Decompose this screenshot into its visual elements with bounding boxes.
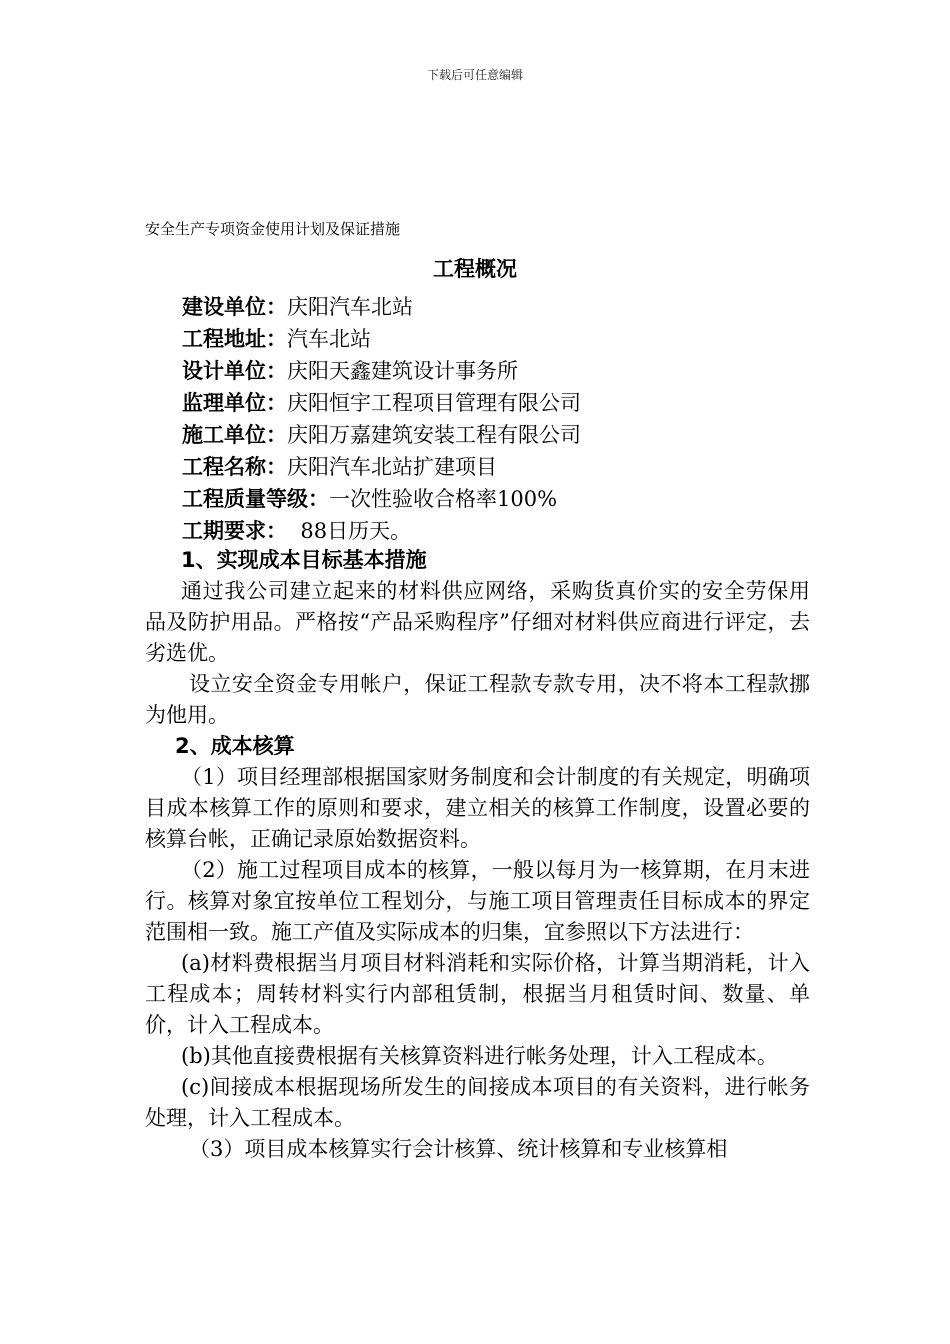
info-value: 庆阳恒宇工程项目管理有限公司 (287, 391, 581, 415)
paragraph: （1）项目经理部根据国家财务制度和会计制度的有关规定，明确项目成本核算工作的原则和要求，建立相关的核算工作制度，设置必要的核算台帐，正确记录原始数据资料。 (145, 765, 810, 851)
info-row-quality (182, 483, 581, 515)
info-key: 工程名称： (182, 455, 287, 479)
info-key: 监理单位： (182, 391, 287, 415)
paragraph: （3）项目成本核算实行会计核算、统计核算和专业核算相 (189, 1137, 728, 1161)
project-info-list (182, 291, 581, 547)
info-value: 庆阳万嘉建筑安装工程有限公司 (287, 423, 581, 447)
paragraph: (a)材料费根据当月项目材料消耗和实际价格，计算当期消耗，计入工程成本；周转材料实行内部租赁制，根据当月租赁时间、数量、单价，计入工程成本。 (145, 951, 810, 1037)
document-title: 安全生产专项资金使用计划及保证措施 (145, 220, 401, 238)
info-key: 工期要求： (182, 519, 287, 543)
info-key: 工程质量等级： (182, 487, 329, 511)
heading-cost-target-measures: 1、实现成本目标基本措施 (181, 548, 427, 572)
info-key: 工程地址： (182, 327, 287, 351)
info-value: 一次性验收合格率100% (329, 487, 558, 511)
info-row-supervisor (182, 387, 581, 419)
paragraph: (b)其他直接费根据有关核算资料进行帐务处理，计入工程成本。 (181, 1044, 778, 1068)
info-row-duration (182, 515, 581, 547)
section-title: 工程概况 (433, 257, 517, 281)
info-key: 建设单位： (182, 295, 287, 319)
info-value: 庆阳天鑫建筑设计事务所 (287, 359, 518, 383)
info-key: 设计单位： (182, 359, 287, 383)
document-body (145, 545, 810, 1165)
info-row-designer (182, 355, 581, 387)
info-value: 庆阳汽车北站扩建项目 (287, 455, 497, 479)
paragraph: 设立安全资金专用帐户，保证工程款专款专用，决不将本工程款挪为他用。 (145, 672, 810, 727)
info-value: 汽车北站 (287, 327, 371, 351)
info-row-client (182, 291, 581, 323)
info-value: 庆阳汽车北站 (287, 295, 413, 319)
info-value: 88日历天。 (287, 519, 412, 543)
paragraph: （2）施工过程项目成本的核算，一般以每月为一核算期，在月末进行。核算对象宜按单位工程划分，与施工项目管理责任目标成本的界定范围相一致。施工产值及实际成本的归集，宜参照以下方法进行： (145, 858, 810, 944)
info-key: 施工单位： (182, 423, 287, 447)
paragraph: (c)间接成本根据现场所发生的间接成本项目的有关资料，进行帐务处理，计入工程成本。 (145, 1075, 810, 1130)
paragraph: 通过我公司建立起来的材料供应网络，采购货真价实的安全劳保用品及防护用品。严格按“产品采购程序”仔细对材料供应商进行评定，去劣选优。 (145, 579, 810, 665)
header-note: 下载后可任意编辑 (426, 68, 523, 82)
info-row-project-name (182, 451, 581, 483)
info-row-contractor (182, 419, 581, 451)
heading-cost-accounting: 2、成本核算 (175, 734, 295, 758)
info-row-address (182, 323, 581, 355)
